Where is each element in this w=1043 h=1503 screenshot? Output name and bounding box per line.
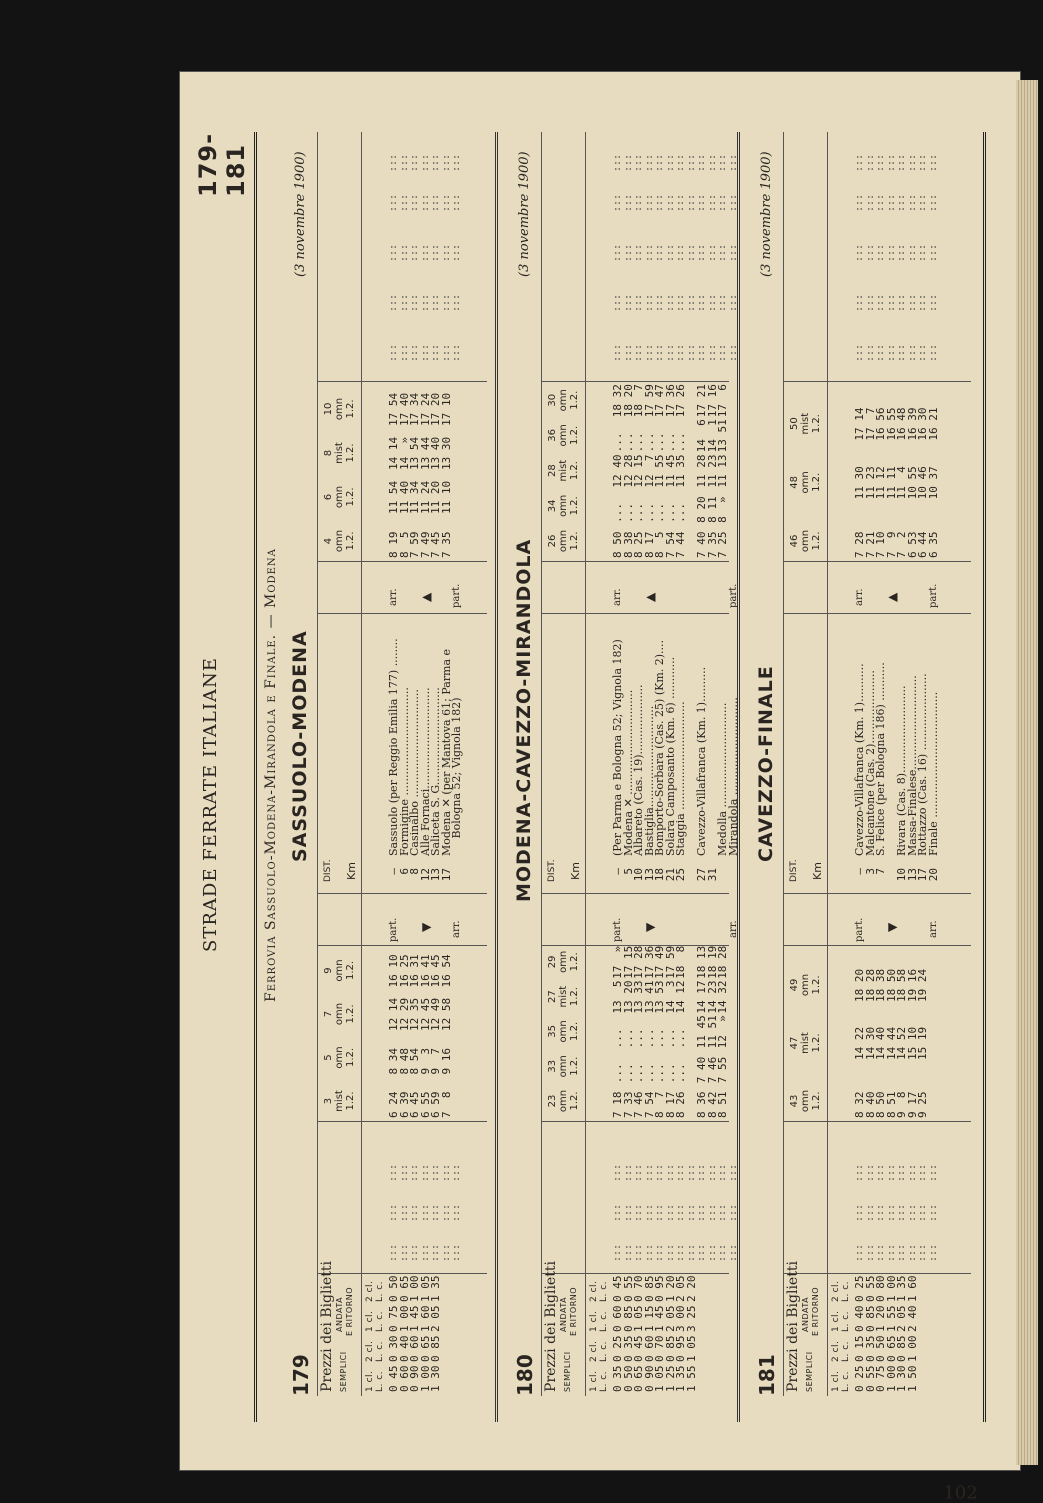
train-number: 7	[323, 1010, 334, 1018]
distance-label: DIST.	[547, 859, 557, 882]
fare-ritorno-label: E RITORNO	[811, 1286, 820, 1336]
train-number: 5	[323, 1054, 334, 1061]
empty-train-column: ::: ::: ::: ::: ::: ::: ::: :::	[854, 1203, 939, 1222]
train-number: 30	[547, 393, 558, 407]
empty-train-column: ::: ::: ::: ::: ::: ::: ::: :::	[854, 153, 939, 172]
distance-label: DIST.	[323, 859, 333, 882]
fare-class-label: 1 cl.	[365, 1370, 375, 1392]
fare-class-label: 1 cl.	[365, 1310, 375, 1332]
arrival-label: arr.	[612, 588, 623, 606]
empty-train-column: ::: ::: ::: ::: ::: ::: ::: ::: ::: ::: ::: :::	[612, 193, 739, 212]
train-class: 1.2.	[569, 461, 580, 481]
timetable-rotated	[180, 72, 1020, 1503]
fare-currency-label: L. c.	[599, 1370, 609, 1392]
train-type: omn	[558, 529, 569, 553]
train-times: 12 40 12 28 12 15 12 7 11 55 11 45 11 35 11 28 11 23 11 13	[611, 454, 729, 488]
train-number: 6	[323, 493, 334, 501]
arrival-label: arr.	[388, 588, 399, 606]
train-number: 27	[547, 990, 558, 1003]
train-type: mist	[800, 1032, 811, 1054]
column-rule	[783, 1121, 971, 1122]
train-class: 1.2.	[811, 472, 822, 492]
train-type: omn	[334, 1046, 345, 1069]
column-rule	[317, 1121, 487, 1122]
decree-date: (3 novembre 1900)	[517, 151, 532, 277]
empty-train-column: ::: ::: ::: ::: ::: ::: :::	[388, 1203, 462, 1222]
train-times: 14 22 14 30 14 40 14 44 14 52 15 10 15 19	[853, 1026, 929, 1060]
train-number: 34	[547, 499, 558, 513]
train-type: omn	[558, 494, 569, 517]
empty-train-column: ::: ::: ::: ::: ::: ::: :::	[388, 243, 462, 262]
empty-train-column: ::: ::: ::: ::: ::: ::: :::	[388, 293, 462, 312]
header-rule	[783, 132, 784, 1396]
page-header	[194, 122, 250, 1422]
train-number: 8	[323, 449, 334, 457]
train-times: 11 54 11 40 11 34 11 24 11 20 11 10	[387, 480, 453, 514]
train-times: 17 » 17 15 17 28 17 36 17 49 17 59 18 8 18 13 18 19 18 28	[611, 945, 729, 979]
distance-label: DIST.	[789, 859, 799, 882]
fare-semplici-label: SEMPLICI	[339, 1351, 348, 1392]
train-type: omn	[334, 1002, 345, 1026]
rotated-page-content	[180, 72, 1020, 1503]
train-class: 1.2.	[345, 443, 356, 463]
fare-semplici-label: SEMPLICI	[805, 1351, 814, 1392]
train-number: 48	[789, 475, 800, 489]
km-column: — 6 8 12 13 17	[387, 868, 453, 882]
column-rule	[317, 893, 487, 894]
empty-train-column: ::: ::: ::: ::: ::: ::: ::: ::: ::: ::: ::: :::	[612, 1163, 739, 1182]
train-type: omn	[334, 529, 345, 553]
fare-class-label: 1 cl.	[589, 1310, 599, 1332]
train-times: 18 32 18 20 18 7 17 59 17 47 17 36 17 26 17 21 17 16 17 6	[611, 384, 729, 418]
down-arrow-icon: ▼	[885, 922, 899, 932]
train-class: 1.2.	[345, 1004, 356, 1024]
fare-class-label: 2 cl.	[831, 1280, 841, 1302]
up-arrow-icon: ▲	[643, 592, 657, 602]
column-rule	[541, 893, 729, 894]
column-rule	[317, 561, 487, 562]
station-list: Cavezzo-Villafranca (Km. 1)........... Malcantone (Cas. 2)..................... S. Felice (per Bologna 186) ........... Rivara (Cas. 8)......................... Massa-Finalese........................... Rottazzo (Cas. 16) ...................... Finale ....................................	[853, 662, 940, 856]
train-class: 1.2.	[811, 975, 822, 995]
column-rule	[541, 1121, 729, 1122]
empty-train-column: ::: ::: ::: ::: ::: ::: ::: :::	[854, 1243, 939, 1262]
series-title: STRADE FERRATE ITALIANE	[200, 657, 221, 952]
train-type: omn	[558, 1089, 569, 1113]
fare-class-label: 1 cl.	[831, 1310, 841, 1332]
departure-label: part.	[612, 917, 623, 942]
train-times: 14 14 14 » 13 54 13 44 13 40 13 30	[387, 436, 453, 470]
train-number: 3	[323, 1097, 334, 1105]
fare-currency-label: L. c.	[599, 1340, 609, 1362]
down-arrow-icon: ▼	[419, 922, 433, 932]
train-class: 1.2.	[811, 531, 822, 551]
empty-train-column: ::: ::: ::: ::: ::: ::: ::: :::	[854, 343, 939, 362]
section-title: SASSUOLO-MODENA	[289, 630, 311, 862]
train-times: 17 54 17 40 17 34 17 24 17 20 17 10	[387, 392, 453, 426]
train-class: 1.2.	[345, 1091, 356, 1111]
header-rule-2	[827, 132, 828, 1396]
fare-column: 0 25 0 55 0 80 1 00 1 35 1 60	[853, 1275, 919, 1302]
section-title: CAVEZZO-FINALE	[755, 665, 777, 862]
fare-currency-label: L. c.	[375, 1310, 385, 1332]
header-rule-2	[585, 132, 586, 1396]
train-type: omn	[800, 529, 811, 553]
fare-currency-label: L. c.	[375, 1340, 385, 1362]
train-type: omn	[558, 1020, 569, 1043]
train-type: omn	[334, 959, 345, 982]
section-number: 179	[289, 1354, 313, 1396]
fare-column: 0 50 0 65 1 00 1 05 1 35	[387, 1275, 442, 1302]
fare-column: 0 25 0 35 0 45 0 60 0 70 0 85 0 95 1 05	[611, 1335, 698, 1362]
decree-date: (3 novembre 1900)	[293, 151, 308, 277]
train-class: 1.2.	[345, 487, 356, 507]
column-rule	[783, 381, 971, 382]
page-range: 179-181	[194, 132, 250, 197]
train-number: 29	[547, 955, 558, 969]
train-number: 28	[547, 464, 558, 477]
train-class: 1.2.	[811, 1091, 822, 1111]
fare-column: 0 45 0 55 0 70 0 85 0 95 1 20 2 05 2 20	[611, 1275, 698, 1302]
fare-currency-label: L. c.	[841, 1310, 851, 1332]
fare-column: 0 30 0 40 0 60 0 65 0 85	[387, 1335, 442, 1362]
fare-andata-label: ANDATA	[801, 1296, 810, 1332]
fare-class-label: 2 cl.	[831, 1340, 841, 1362]
fare-currency-label: L. c.	[599, 1310, 609, 1332]
section-number: 181	[755, 1354, 779, 1396]
train-class: 1.2.	[569, 496, 580, 516]
empty-train-column: ::: ::: ::: ::: ::: ::: :::	[388, 193, 462, 212]
empty-train-column: ::: ::: ::: ::: ::: ::: ::: ::: ::: ::: ::: :::	[612, 153, 739, 172]
train-number: 4	[323, 537, 334, 545]
fare-class-label: 1 cl.	[589, 1370, 599, 1392]
empty-train-column: ::: ::: ::: ::: ::: ::: ::: :::	[854, 293, 939, 312]
train-class: 1.2.	[345, 399, 356, 419]
column-rule	[783, 561, 971, 562]
km-label: Km	[811, 862, 824, 880]
train-type: omn	[558, 950, 569, 973]
arrival-label: arr.	[451, 920, 462, 938]
train-times: ... ... ... ... ... ... ... 14 6 14 1 13 51	[611, 419, 729, 453]
train-number: 33	[547, 1059, 558, 1073]
fare-semplici-label: SEMPLICI	[563, 1351, 572, 1392]
train-type: omn	[334, 485, 345, 509]
train-class: 1.2.	[569, 952, 580, 972]
timetable-section-180	[499, 132, 740, 1422]
train-times: 7 18 7 33 7 46 7 54 8 7 8 17 8 26 8 36 8 42 8 51	[611, 1091, 729, 1118]
fare-class-label: 2 cl.	[365, 1280, 375, 1302]
train-type: omn	[558, 389, 569, 412]
arrival-label: arr.	[927, 920, 939, 938]
column-rule	[783, 893, 971, 894]
km-column: — 5 10 13 18 21 25 27 31	[611, 868, 719, 882]
train-class: 1.2.	[569, 425, 580, 445]
train-class: 1.2.	[345, 1047, 356, 1068]
column-rule	[541, 1273, 729, 1274]
fare-column: 0 40 0 85 1 20 1 55 2 05 2 40	[853, 1305, 919, 1332]
header-rule	[317, 132, 318, 1396]
train-times: ... ... ... ... ... ... ... 7 40 7 46 7 55	[611, 1056, 729, 1084]
station-list: (Per Parma e Bologna 52; Vignola 182) Modena ✕ .............................. Albareto (Cas. 19).................... Bastiglia............................. Bomporto-Sorbara (Cas. 25) (Km. 2).... Solara Camposanto (Km. 6) ............ Staggia ............................... Cavezzo-Villafranca (Km. 1).......... Medolla .............................. Mirandola ............................	[611, 639, 740, 856]
fare-class-label: 2 cl.	[589, 1340, 599, 1362]
empty-train-column: ::: ::: ::: ::: ::: ::: ::: :::	[854, 193, 939, 212]
decree-date: (3 novembre 1900)	[759, 151, 774, 277]
train-class: 1.2.	[345, 531, 356, 551]
fare-column: 0 60 0 85 1 05 1 15 1 45 2 05 3 00 3 25	[611, 1305, 698, 1332]
train-number: 50	[789, 417, 800, 431]
train-times: 7 28 7 21 7 10 7 9 7 2 6 53 6 44 6 35	[853, 531, 940, 558]
header-rule-2	[361, 132, 362, 1396]
train-number: 9	[323, 967, 334, 974]
fare-title: Prezzi dei Biglietti	[785, 1261, 801, 1392]
arrival-label: arr.	[854, 588, 865, 606]
train-type: omn	[800, 471, 811, 494]
train-times: 16 10 16 25 16 31 16 41 16 45 16 54	[387, 954, 453, 988]
train-times: 12 14 12 29 12 35 12 45 12 49 12 58	[387, 997, 453, 1031]
fare-currency-label: L. c.	[375, 1370, 385, 1392]
train-number: 47	[789, 1036, 800, 1050]
departure-label: part.	[927, 583, 939, 608]
column-rule	[317, 945, 487, 946]
train-times: 8 50 8 38 8 25 8 17 8 5 7 54 7 44 7 40 7 35 7 25	[611, 531, 729, 558]
departure-label: part.	[727, 583, 739, 608]
train-class: 1.2.	[811, 414, 822, 434]
section-title: MODENA-CAVEZZO-MIRANDOLA	[513, 538, 535, 902]
train-times: 8 34 8 48 8 54 9 3 9 7 9 16	[387, 1048, 453, 1075]
train-class: 1.2.	[569, 1056, 580, 1076]
train-class: 1.2.	[569, 390, 580, 410]
column-rule	[317, 1273, 487, 1274]
train-type: mist	[558, 985, 569, 1008]
train-number: 46	[789, 534, 800, 548]
fare-ritorno-label: E RITORNO	[569, 1286, 578, 1336]
fare-currency-label: L. c.	[599, 1280, 609, 1302]
train-number: 49	[789, 978, 800, 992]
empty-train-column: ::: ::: ::: ::: ::: ::: ::: ::: ::: ::: ::: :::	[612, 1243, 739, 1262]
column-rule	[783, 945, 971, 946]
empty-train-column: ::: ::: ::: ::: ::: ::: ::: :::	[854, 243, 939, 262]
section-number: 180	[513, 1354, 537, 1396]
up-arrow-icon: ▲	[419, 592, 433, 602]
header-rule	[541, 132, 542, 1396]
train-times: 8 19 8 5 7 59 7 49 7 45 7 35	[387, 531, 453, 558]
fare-column: 0 25 0 55 0 75 1 00 1 30 1 50	[853, 1365, 919, 1392]
train-times: 17 14 17 7 16 56 16 55 16 48 16 39 16 30 16 21	[853, 407, 940, 441]
fare-class-label: 2 cl.	[589, 1280, 599, 1302]
empty-train-column: ::: ::: ::: ::: ::: ::: :::	[388, 1243, 462, 1262]
fare-title: Prezzi dei Biglietti	[319, 1261, 335, 1392]
column-rule	[783, 613, 971, 614]
train-times: 8 32 8 40 8 50 8 51 9 8 9 17 9 25	[853, 1091, 929, 1118]
page-number: 102	[943, 1482, 978, 1503]
empty-train-column: ::: ::: ::: ::: ::: ::: ::: ::: ::: ::: ::: :::	[612, 293, 739, 312]
up-arrow-icon: ▲	[885, 592, 899, 602]
departure-label: part.	[388, 917, 399, 942]
train-type: omn	[334, 397, 345, 421]
column-rule	[541, 561, 729, 562]
train-times: 6 24 6 39 6 45 6 55 6 59 7 8	[387, 1091, 453, 1118]
train-class: 1.2.	[569, 1021, 580, 1041]
timetable-frame	[254, 132, 986, 1422]
train-times: 13 5 13 20 13 33 13 41 13 53 14 3 14 12 14 17 14 23 14 32	[611, 980, 729, 1014]
column-rule	[783, 1273, 971, 1274]
km-label: Km	[345, 862, 358, 880]
train-number: 43	[789, 1094, 800, 1108]
train-type: omn	[558, 1055, 569, 1078]
fare-column: 0 15 0 35 0 50 0 65 0 85 1 00	[853, 1335, 919, 1362]
train-type: mist	[334, 442, 345, 464]
train-number: 26	[547, 534, 558, 548]
fare-currency-label: L. c.	[841, 1370, 851, 1392]
fare-andata-label: ANDATA	[335, 1296, 344, 1332]
train-number: 35	[547, 1025, 558, 1038]
company-name: Ferrovia Sassuolo-Modena-Mirandola e Finale. — Modena	[263, 548, 279, 1002]
train-times: ... ... ... ... ... ... ... 8 20 8 11 8 »	[611, 496, 729, 523]
arrival-label: arr.	[727, 920, 739, 938]
empty-train-column: ::: ::: ::: ::: ::: ::: ::: :::	[854, 1163, 939, 1182]
train-class: 1.2.	[345, 960, 356, 981]
fare-currency-label: L. c.	[841, 1340, 851, 1362]
fare-andata-label: ANDATA	[559, 1296, 568, 1332]
empty-train-column: ::: ::: ::: ::: ::: ::: ::: ::: ::: ::: ::: :::	[612, 1203, 739, 1222]
train-class: 1.2.	[811, 1033, 822, 1053]
departure-label: part.	[451, 583, 462, 608]
fare-currency-label: L. c.	[841, 1280, 851, 1302]
column-rule	[317, 381, 487, 382]
fare-column: 0 45 0 60 0 90 1 00 1 30	[387, 1365, 442, 1392]
fare-currency-label: L. c.	[375, 1280, 385, 1302]
fare-class-label: 1 cl.	[831, 1370, 841, 1392]
km-label: Km	[569, 862, 582, 880]
fare-title: Prezzi dei Biglietti	[543, 1261, 559, 1392]
train-class: 1.2.	[569, 987, 580, 1007]
train-number: 23	[547, 1094, 558, 1108]
train-class: 1.2.	[569, 1091, 580, 1111]
train-times: ... ... ... ... ... ... ... 11 45 11 51 12 »	[611, 1015, 729, 1049]
timetable-section-179	[257, 132, 498, 1422]
fare-ritorno-label: E RITORNO	[345, 1286, 354, 1336]
fare-column: 0 35 0 50 0 65 0 90 1 05 1 25 1 35 1 55	[611, 1365, 698, 1392]
empty-train-column: ::: ::: ::: ::: ::: ::: :::	[388, 343, 462, 362]
train-times: 18 20 18 28 18 38 18 50 18 58 19 16 19 24	[853, 968, 929, 1002]
column-rule	[541, 613, 729, 614]
train-type: mist	[334, 1090, 345, 1112]
column-rule	[317, 613, 487, 614]
train-type: omn	[558, 424, 569, 447]
train-type: mist	[800, 412, 811, 435]
fare-column: 0 75 1 00 1 45 1 60 2 05	[387, 1305, 442, 1332]
train-number: 36	[547, 429, 558, 442]
train-type: omn	[800, 1089, 811, 1113]
timetable-section-181	[741, 132, 979, 1422]
empty-train-column: ::: ::: ::: ::: ::: ::: ::: ::: ::: ::: ::: :::	[612, 343, 739, 362]
train-class: 1.2.	[569, 531, 580, 551]
station-list: Sassuolo (per Reggio Emilia 177) ........ Formigine ............................... Casinalbo ............................... Alle Fornaci............................. Saliceta S. G............................ Modena ✕ (per Mantova 61; Parma e Bologna 52; Vignola 182)	[387, 638, 463, 856]
empty-train-column: ::: ::: ::: ::: ::: ::: ::: ::: ::: ::: ::: :::	[612, 243, 739, 262]
fare-class-label: 2 cl.	[365, 1340, 375, 1362]
km-column: — 3 7 10 13 17 20	[853, 868, 940, 882]
train-type: mist	[558, 459, 569, 482]
train-type: omn	[800, 973, 811, 997]
train-times: 11 30 11 23 11 12 11 11 11 4 10 55 10 46 10 37	[853, 466, 940, 500]
down-arrow-icon: ▼	[643, 922, 657, 932]
empty-train-column: ::: ::: ::: ::: ::: ::: :::	[388, 153, 462, 172]
train-number: 10	[323, 402, 334, 416]
departure-label: part.	[854, 917, 865, 942]
empty-train-column: ::: ::: ::: ::: ::: ::: :::	[388, 1163, 462, 1182]
